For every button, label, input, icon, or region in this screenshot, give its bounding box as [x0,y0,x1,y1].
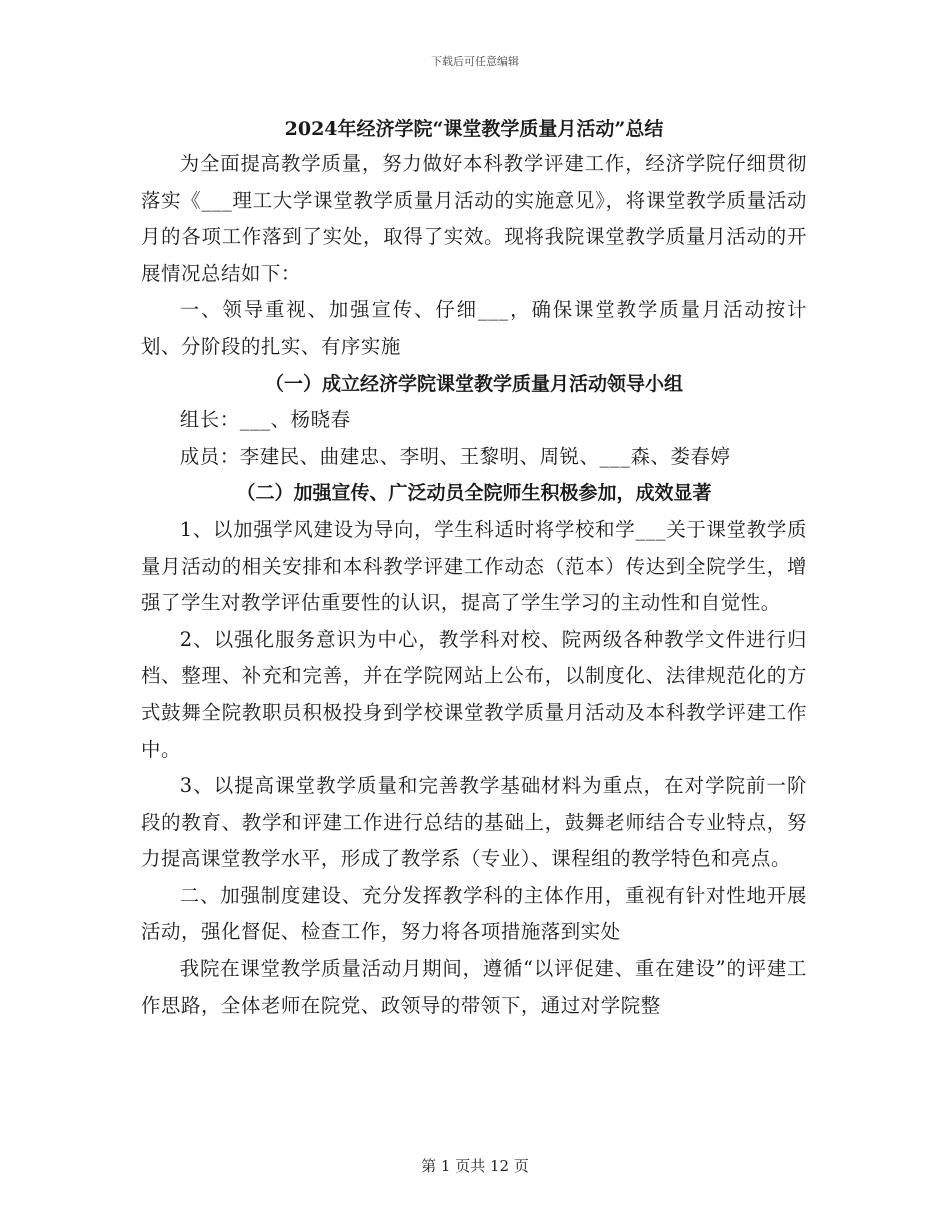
group-members-line: 成员：李建民、曲建忠、李明、王黎明、周锐、___森、娄春婷 [179,444,731,468]
subheading-leadership-group: （一）成立经济学院课堂教学质量月活动领导小组 [264,372,683,395]
document-body [141,112,807,1024]
section-two-paragraph: 二、加强制度建设、充分发挥教学科的主体作用，重视有针对性地开展活动，强化督促、检查工作，努力将各项措施落到实处 [141,883,807,944]
intro-paragraph: 为全面提高教学质量，努力做好本科教学评建工作，经济学院仔细贯彻落实《___理工大学课堂教学质量月活动的实施意见》，将课堂教学质量活动月的各项工作落到了实处，取得了实效。现将我院课堂教学质量月活动的开展情况总结如下： [141,152,807,285]
subheading-publicity: （二）加强宣传、广泛动员全院师生积极参加，成效显著 [236,482,712,505]
page-header-note: 下载后可任意编辑 [431,55,519,68]
point-one-paragraph: 1、以加强学风建设为导向，学生科适时将学校和学___关于课堂教学质量月活动的相关安排和本科教学评建工作动态（范本）传达到全院学生，增强了学生对教学评估重要性的认识，提高了学生学习的主动性和自觉性。 [141,517,807,615]
closing-paragraph: 我院在课堂教学质量活动月期间，遵循“以评促建、重在建设”的评建工作思路，全体老师在院党、政领导的带领下，通过对学院整 [141,957,807,1017]
point-two-paragraph: 2、以强化服务意识为中心，教学科对校、院两级各种教学文件进行归档、整理、补充和完善，并在学院网站上公布，以制度化、法律规范化的方式鼓舞全院教职员积极投身到学校课堂教学质量月活动及本科教学评建工作中。 [141,627,807,761]
group-leader-line: 组长：___、杨晓春 [179,408,351,432]
point-three-paragraph: 3、以提高课堂教学质量和完善教学基础材料为重点，在对学院前一阶段的教育、教学和评建工作进行总结的基础上，鼓舞老师结合专业特点，努力提高课堂教学水平，形成了教学系（专业）、课程组的教学特色和亮点。 [141,774,807,871]
document-title: 2024年经济学院“课堂教学质量月活动”总结 [284,118,664,140]
section-one-paragraph: 一、领导重视、加强宣传、仔细___，确保课堂教学质量月活动按计划、分阶段的扎实、有序实施 [141,298,807,358]
page-number: 第 1 页共 12 页 [421,1157,529,1175]
